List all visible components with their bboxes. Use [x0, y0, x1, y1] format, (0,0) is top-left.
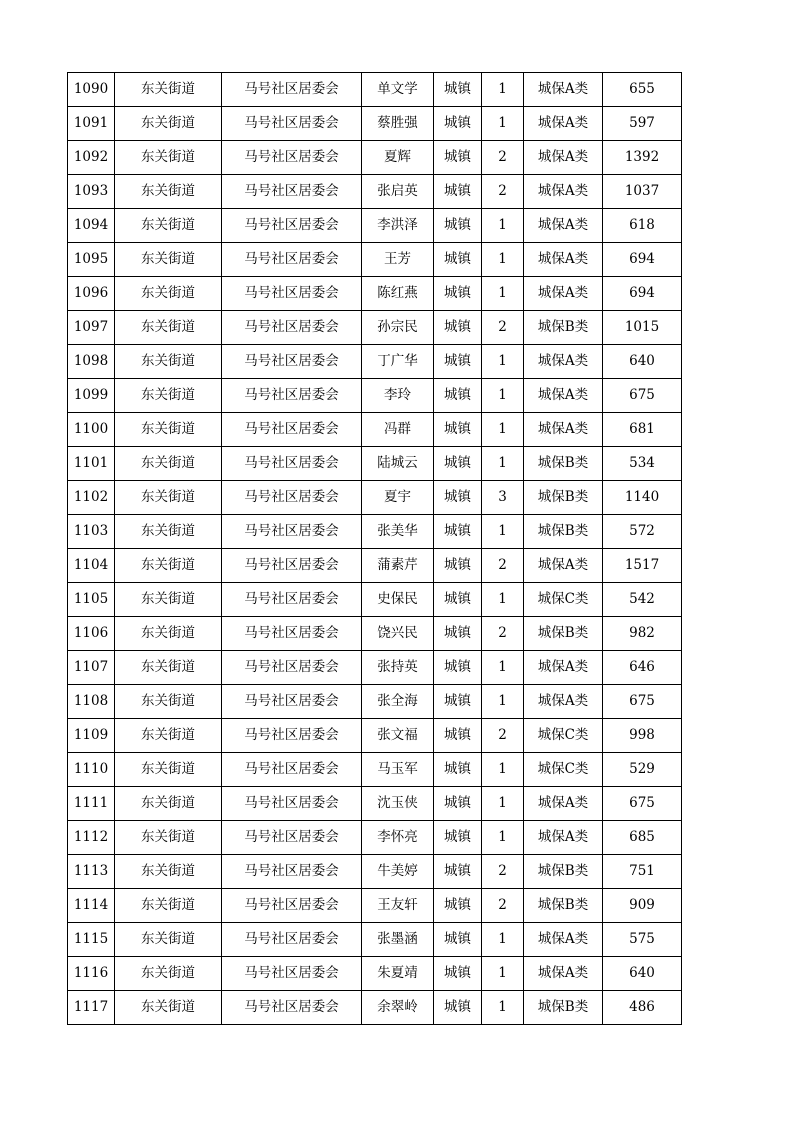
- household-type-cell: 城镇: [434, 277, 482, 311]
- community-cell: 马号社区居委会: [222, 821, 362, 855]
- category-cell: 城保A类: [524, 549, 603, 583]
- name-cell: 李玲: [362, 379, 434, 413]
- serial-number-cell: 1103: [68, 515, 115, 549]
- household-type-cell: 城镇: [434, 549, 482, 583]
- subdistrict-cell: 东关街道: [115, 345, 222, 379]
- name-cell: 李洪泽: [362, 209, 434, 243]
- subdistrict-cell: 东关街道: [115, 515, 222, 549]
- serial-number-cell: 1110: [68, 753, 115, 787]
- table-row: [68, 855, 682, 889]
- household-type-cell: 城镇: [434, 923, 482, 957]
- subdistrict-cell: 东关街道: [115, 481, 222, 515]
- category-cell: 城保C类: [524, 719, 603, 753]
- household-size-cell: 1: [482, 243, 524, 277]
- name-cell: 夏辉: [362, 141, 434, 175]
- table-row: [68, 583, 682, 617]
- household-size-cell: 1: [482, 413, 524, 447]
- community-cell: 马号社区居委会: [222, 889, 362, 923]
- category-cell: 城保B类: [524, 889, 603, 923]
- household-size-cell: 1: [482, 583, 524, 617]
- household-size-cell: 1: [482, 515, 524, 549]
- household-type-cell: 城镇: [434, 209, 482, 243]
- household-size-cell: 1: [482, 957, 524, 991]
- household-size-cell: 1: [482, 821, 524, 855]
- serial-number-cell: 1098: [68, 345, 115, 379]
- household-type-cell: 城镇: [434, 73, 482, 107]
- community-cell: 马号社区居委会: [222, 787, 362, 821]
- community-cell: 马号社区居委会: [222, 175, 362, 209]
- community-cell: 马号社区居委会: [222, 515, 362, 549]
- name-cell: 饶兴民: [362, 617, 434, 651]
- category-cell: 城保A类: [524, 175, 603, 209]
- household-type-cell: 城镇: [434, 991, 482, 1025]
- subdistrict-cell: 东关街道: [115, 583, 222, 617]
- table-row: [68, 107, 682, 141]
- household-size-cell: 2: [482, 141, 524, 175]
- household-size-cell: 1: [482, 447, 524, 481]
- household-type-cell: 城镇: [434, 685, 482, 719]
- table-row: [68, 447, 682, 481]
- subdistrict-cell: 东关街道: [115, 753, 222, 787]
- serial-number-cell: 1117: [68, 991, 115, 1025]
- amount-cell: 640: [603, 957, 682, 991]
- table-row: [68, 617, 682, 651]
- category-cell: 城保A类: [524, 957, 603, 991]
- category-cell: 城保A类: [524, 923, 603, 957]
- amount-cell: 1140: [603, 481, 682, 515]
- name-cell: 王友轩: [362, 889, 434, 923]
- household-type-cell: 城镇: [434, 311, 482, 345]
- household-type-cell: 城镇: [434, 107, 482, 141]
- amount-cell: 646: [603, 651, 682, 685]
- subdistrict-cell: 东关街道: [115, 957, 222, 991]
- name-cell: 史保民: [362, 583, 434, 617]
- household-size-cell: 2: [482, 549, 524, 583]
- name-cell: 王芳: [362, 243, 434, 277]
- community-cell: 马号社区居委会: [222, 209, 362, 243]
- household-size-cell: 2: [482, 855, 524, 889]
- name-cell: 张美华: [362, 515, 434, 549]
- subdistrict-cell: 东关街道: [115, 311, 222, 345]
- category-cell: 城保A类: [524, 379, 603, 413]
- community-cell: 马号社区居委会: [222, 413, 362, 447]
- category-cell: 城保B类: [524, 311, 603, 345]
- name-cell: 张启英: [362, 175, 434, 209]
- serial-number-cell: 1104: [68, 549, 115, 583]
- serial-number-cell: 1114: [68, 889, 115, 923]
- table-row: [68, 821, 682, 855]
- amount-cell: 675: [603, 685, 682, 719]
- serial-number-cell: 1112: [68, 821, 115, 855]
- serial-number-cell: 1116: [68, 957, 115, 991]
- serial-number-cell: 1107: [68, 651, 115, 685]
- community-cell: 马号社区居委会: [222, 277, 362, 311]
- category-cell: 城保A类: [524, 209, 603, 243]
- category-cell: 城保A类: [524, 651, 603, 685]
- category-cell: 城保A类: [524, 73, 603, 107]
- household-type-cell: 城镇: [434, 447, 482, 481]
- household-size-cell: 2: [482, 889, 524, 923]
- serial-number-cell: 1099: [68, 379, 115, 413]
- serial-number-cell: 1093: [68, 175, 115, 209]
- household-type-cell: 城镇: [434, 481, 482, 515]
- name-cell: 陆城云: [362, 447, 434, 481]
- household-size-cell: 1: [482, 787, 524, 821]
- amount-cell: 575: [603, 923, 682, 957]
- category-cell: 城保B类: [524, 447, 603, 481]
- household-type-cell: 城镇: [434, 175, 482, 209]
- household-size-cell: 1: [482, 923, 524, 957]
- household-size-cell: 2: [482, 617, 524, 651]
- table-row: [68, 889, 682, 923]
- community-cell: 马号社区居委会: [222, 753, 362, 787]
- community-cell: 马号社区居委会: [222, 345, 362, 379]
- name-cell: 张墨涵: [362, 923, 434, 957]
- amount-cell: 685: [603, 821, 682, 855]
- household-size-cell: 2: [482, 719, 524, 753]
- name-cell: 张持英: [362, 651, 434, 685]
- serial-number-cell: 1091: [68, 107, 115, 141]
- household-size-cell: 1: [482, 379, 524, 413]
- name-cell: 马玉军: [362, 753, 434, 787]
- table-row: [68, 991, 682, 1025]
- household-type-cell: 城镇: [434, 379, 482, 413]
- subdistrict-cell: 东关街道: [115, 991, 222, 1025]
- table-row: [68, 651, 682, 685]
- household-type-cell: 城镇: [434, 651, 482, 685]
- community-cell: 马号社区居委会: [222, 991, 362, 1025]
- community-cell: 马号社区居委会: [222, 107, 362, 141]
- household-type-cell: 城镇: [434, 243, 482, 277]
- community-cell: 马号社区居委会: [222, 311, 362, 345]
- serial-number-cell: 1095: [68, 243, 115, 277]
- serial-number-cell: 1097: [68, 311, 115, 345]
- table-row: [68, 141, 682, 175]
- amount-cell: 982: [603, 617, 682, 651]
- table-row: [68, 277, 682, 311]
- household-size-cell: 1: [482, 345, 524, 379]
- table-row: [68, 243, 682, 277]
- community-cell: 马号社区居委会: [222, 923, 362, 957]
- household-size-cell: 1: [482, 753, 524, 787]
- subdistrict-cell: 东关街道: [115, 821, 222, 855]
- amount-cell: 542: [603, 583, 682, 617]
- subdistrict-cell: 东关街道: [115, 141, 222, 175]
- household-type-cell: 城镇: [434, 821, 482, 855]
- table-row: [68, 787, 682, 821]
- community-cell: 马号社区居委会: [222, 549, 362, 583]
- household-type-cell: 城镇: [434, 141, 482, 175]
- amount-cell: 694: [603, 277, 682, 311]
- name-cell: 夏宇: [362, 481, 434, 515]
- category-cell: 城保A类: [524, 243, 603, 277]
- serial-number-cell: 1108: [68, 685, 115, 719]
- subdistrict-cell: 东关街道: [115, 617, 222, 651]
- subdistrict-cell: 东关街道: [115, 685, 222, 719]
- household-type-cell: 城镇: [434, 753, 482, 787]
- household-size-cell: 1: [482, 651, 524, 685]
- subdistrict-cell: 东关街道: [115, 787, 222, 821]
- subdistrict-cell: 东关街道: [115, 209, 222, 243]
- subdistrict-cell: 东关街道: [115, 277, 222, 311]
- community-cell: 马号社区居委会: [222, 957, 362, 991]
- community-cell: 马号社区居委会: [222, 719, 362, 753]
- subdistrict-cell: 东关街道: [115, 889, 222, 923]
- category-cell: 城保A类: [524, 685, 603, 719]
- category-cell: 城保A类: [524, 787, 603, 821]
- name-cell: 余翠岭: [362, 991, 434, 1025]
- subdistrict-cell: 东关街道: [115, 923, 222, 957]
- community-cell: 马号社区居委会: [222, 243, 362, 277]
- name-cell: 李怀亮: [362, 821, 434, 855]
- table-row: [68, 209, 682, 243]
- category-cell: 城保A类: [524, 821, 603, 855]
- household-size-cell: 1: [482, 107, 524, 141]
- community-cell: 马号社区居委会: [222, 447, 362, 481]
- table-row: [68, 345, 682, 379]
- community-cell: 马号社区居委会: [222, 583, 362, 617]
- name-cell: 丁广华: [362, 345, 434, 379]
- household-type-cell: 城镇: [434, 583, 482, 617]
- subdistrict-cell: 东关街道: [115, 107, 222, 141]
- household-size-cell: 1: [482, 209, 524, 243]
- subdistrict-cell: 东关街道: [115, 447, 222, 481]
- amount-cell: 694: [603, 243, 682, 277]
- name-cell: 朱夏靖: [362, 957, 434, 991]
- category-cell: 城保A类: [524, 107, 603, 141]
- serial-number-cell: 1115: [68, 923, 115, 957]
- household-type-cell: 城镇: [434, 855, 482, 889]
- household-type-cell: 城镇: [434, 345, 482, 379]
- name-cell: 蒲素芹: [362, 549, 434, 583]
- household-type-cell: 城镇: [434, 413, 482, 447]
- serial-number-cell: 1105: [68, 583, 115, 617]
- subdistrict-cell: 东关街道: [115, 413, 222, 447]
- household-size-cell: 2: [482, 311, 524, 345]
- subdistrict-cell: 东关街道: [115, 175, 222, 209]
- household-type-cell: 城镇: [434, 719, 482, 753]
- table-body: [68, 73, 682, 1025]
- subdistrict-cell: 东关街道: [115, 855, 222, 889]
- category-cell: 城保B类: [524, 855, 603, 889]
- category-cell: 城保B类: [524, 617, 603, 651]
- table-row: [68, 73, 682, 107]
- amount-cell: 486: [603, 991, 682, 1025]
- amount-cell: 998: [603, 719, 682, 753]
- household-size-cell: 3: [482, 481, 524, 515]
- amount-cell: 1037: [603, 175, 682, 209]
- category-cell: 城保C类: [524, 753, 603, 787]
- subdistrict-cell: 东关街道: [115, 73, 222, 107]
- serial-number-cell: 1100: [68, 413, 115, 447]
- community-cell: 马号社区居委会: [222, 855, 362, 889]
- serial-number-cell: 1113: [68, 855, 115, 889]
- community-cell: 马号社区居委会: [222, 379, 362, 413]
- household-type-cell: 城镇: [434, 515, 482, 549]
- serial-number-cell: 1090: [68, 73, 115, 107]
- amount-cell: 909: [603, 889, 682, 923]
- table-row: [68, 413, 682, 447]
- subdistrict-cell: 东关街道: [115, 243, 222, 277]
- community-cell: 马号社区居委会: [222, 481, 362, 515]
- name-cell: 单文学: [362, 73, 434, 107]
- table-row: [68, 481, 682, 515]
- subdistrict-cell: 东关街道: [115, 651, 222, 685]
- category-cell: 城保A类: [524, 141, 603, 175]
- name-cell: 沈玉侠: [362, 787, 434, 821]
- household-size-cell: 1: [482, 73, 524, 107]
- name-cell: 牛美婷: [362, 855, 434, 889]
- name-cell: 张文福: [362, 719, 434, 753]
- serial-number-cell: 1111: [68, 787, 115, 821]
- category-cell: 城保A类: [524, 277, 603, 311]
- subdistrict-cell: 东关街道: [115, 719, 222, 753]
- name-cell: 蔡胜强: [362, 107, 434, 141]
- table-row: [68, 685, 682, 719]
- amount-cell: 572: [603, 515, 682, 549]
- household-type-cell: 城镇: [434, 787, 482, 821]
- amount-cell: 1517: [603, 549, 682, 583]
- household-size-cell: 2: [482, 175, 524, 209]
- table-row: [68, 549, 682, 583]
- amount-cell: 675: [603, 379, 682, 413]
- serial-number-cell: 1101: [68, 447, 115, 481]
- household-type-cell: 城镇: [434, 617, 482, 651]
- household-size-cell: 1: [482, 685, 524, 719]
- serial-number-cell: 1096: [68, 277, 115, 311]
- table-row: [68, 719, 682, 753]
- serial-number-cell: 1094: [68, 209, 115, 243]
- table-row: [68, 923, 682, 957]
- serial-number-cell: 1106: [68, 617, 115, 651]
- household-size-cell: 1: [482, 277, 524, 311]
- amount-cell: 1015: [603, 311, 682, 345]
- amount-cell: 618: [603, 209, 682, 243]
- table-row: [68, 175, 682, 209]
- subdistrict-cell: 东关街道: [115, 549, 222, 583]
- name-cell: 孙宗民: [362, 311, 434, 345]
- serial-number-cell: 1092: [68, 141, 115, 175]
- table-row: [68, 753, 682, 787]
- category-cell: 城保B类: [524, 515, 603, 549]
- record-table: [67, 72, 682, 1025]
- community-cell: 马号社区居委会: [222, 651, 362, 685]
- amount-cell: 675: [603, 787, 682, 821]
- category-cell: 城保B类: [524, 481, 603, 515]
- household-size-cell: 1: [482, 991, 524, 1025]
- table-row: [68, 515, 682, 549]
- category-cell: 城保A类: [524, 413, 603, 447]
- household-type-cell: 城镇: [434, 889, 482, 923]
- community-cell: 马号社区居委会: [222, 141, 362, 175]
- community-cell: 马号社区居委会: [222, 73, 362, 107]
- category-cell: 城保B类: [524, 991, 603, 1025]
- category-cell: 城保C类: [524, 583, 603, 617]
- name-cell: 陈红燕: [362, 277, 434, 311]
- subdistrict-cell: 东关街道: [115, 379, 222, 413]
- serial-number-cell: 1109: [68, 719, 115, 753]
- amount-cell: 1392: [603, 141, 682, 175]
- amount-cell: 529: [603, 753, 682, 787]
- amount-cell: 597: [603, 107, 682, 141]
- name-cell: 冯群: [362, 413, 434, 447]
- community-cell: 马号社区居委会: [222, 617, 362, 651]
- table-row: [68, 311, 682, 345]
- amount-cell: 640: [603, 345, 682, 379]
- table-row: [68, 379, 682, 413]
- amount-cell: 534: [603, 447, 682, 481]
- category-cell: 城保A类: [524, 345, 603, 379]
- community-cell: 马号社区居委会: [222, 685, 362, 719]
- amount-cell: 681: [603, 413, 682, 447]
- amount-cell: 655: [603, 73, 682, 107]
- household-type-cell: 城镇: [434, 957, 482, 991]
- name-cell: 张全海: [362, 685, 434, 719]
- table-row: [68, 957, 682, 991]
- serial-number-cell: 1102: [68, 481, 115, 515]
- amount-cell: 751: [603, 855, 682, 889]
